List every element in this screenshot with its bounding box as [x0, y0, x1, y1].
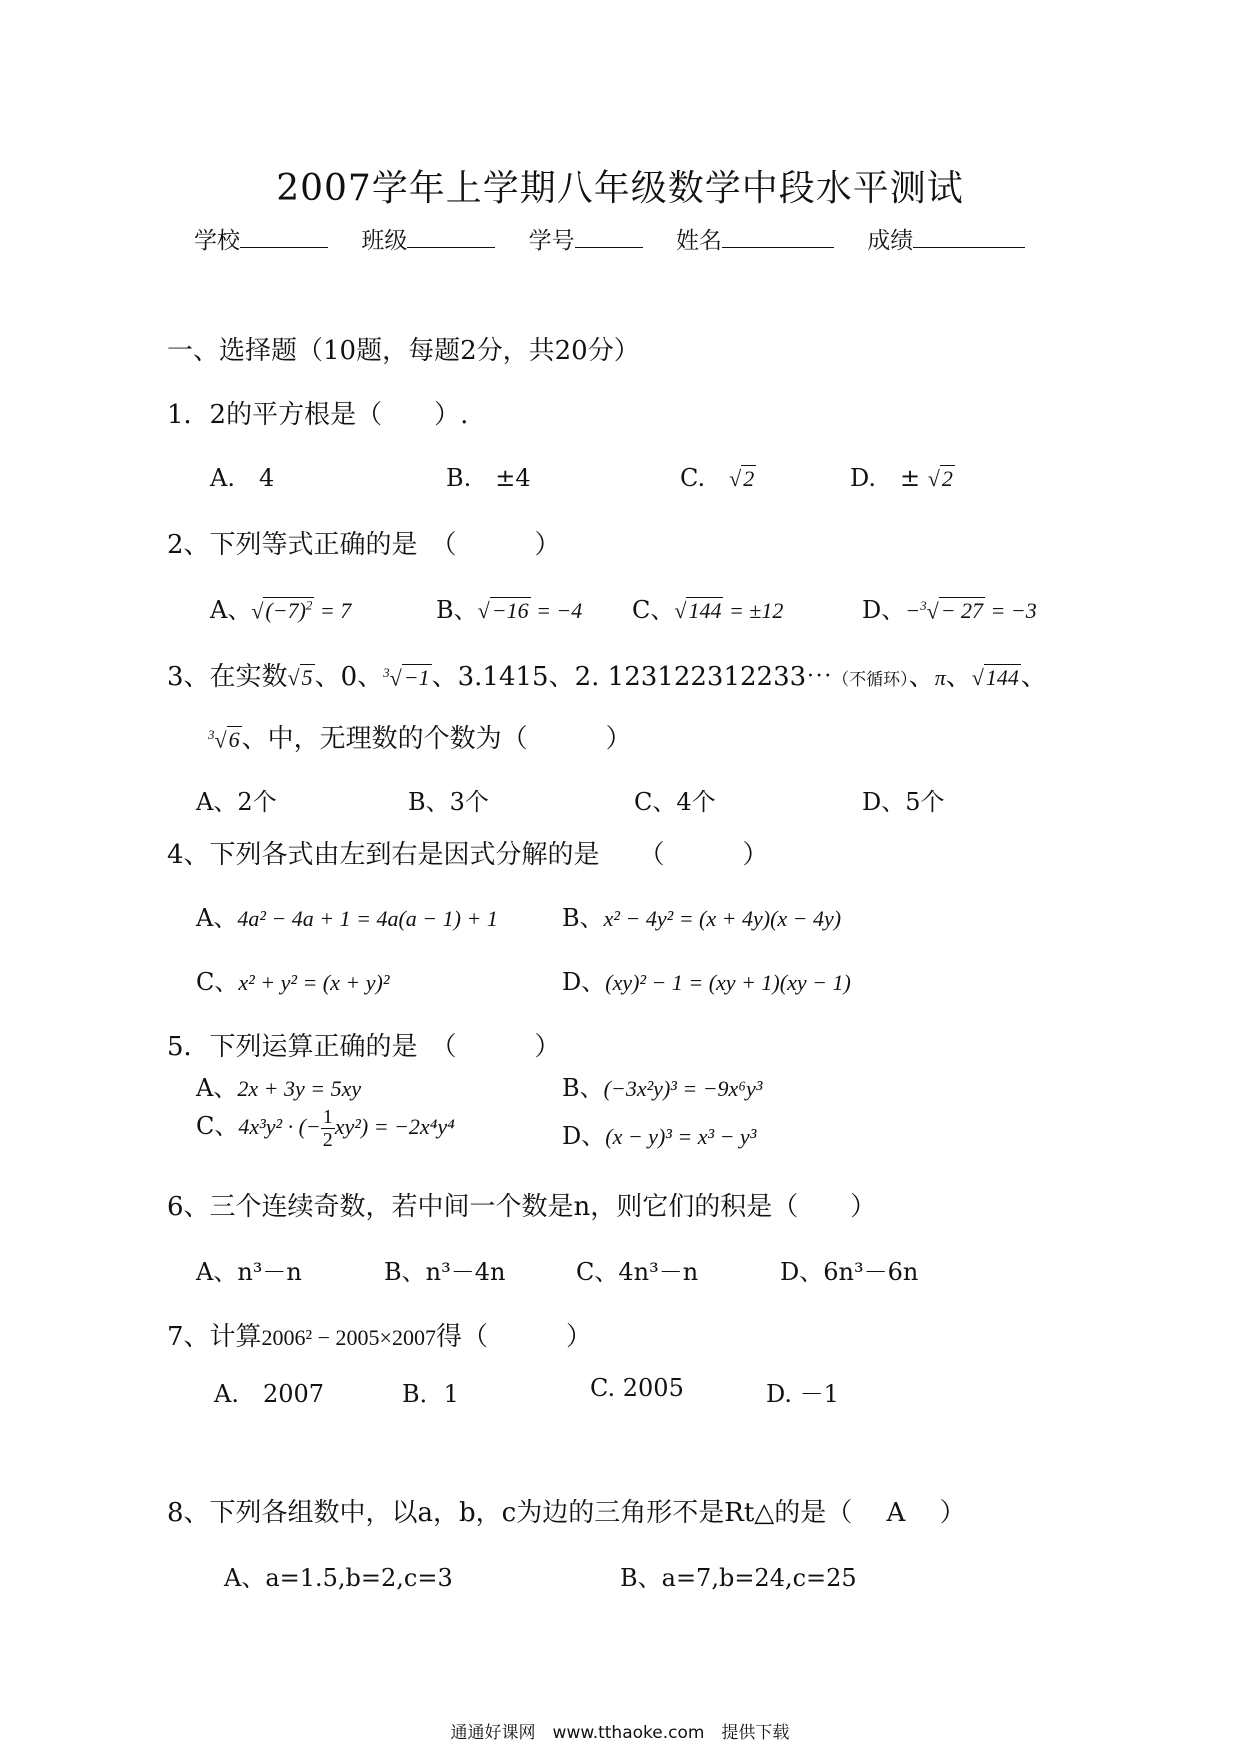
page-footer: 通通好课网 www.tthaoke.com 提供下载	[450, 1723, 790, 1743]
q4-option-d[interactable]: D、(xy)² − 1 = (xy + 1)(xy − 1)	[562, 968, 851, 996]
q6-option-c[interactable]: C、4n³－n	[576, 1258, 699, 1286]
q8-option-b[interactable]: B、a=7,b=24,c=25	[620, 1564, 857, 1592]
q2-option-d[interactable]: D、−$^3$√− 27 = −3	[862, 596, 1037, 624]
section-heading: 一、选择题（10题，每题2分，共20分）	[167, 336, 640, 366]
question-5-stem: 5．下列运算正确的是 （ ）	[167, 1032, 561, 1062]
q5-option-c[interactable]: C、4x³y² · (− $\frac{1}{2}$ xy²) = −2x⁴y⁴	[196, 1106, 455, 1152]
question-1-stem: 1．2的平方根是（ ）.	[167, 400, 469, 430]
q1-option-a[interactable]: A. 4	[210, 464, 275, 492]
q7-option-b[interactable]: B．1	[402, 1380, 459, 1408]
q2-option-c[interactable]: C、√144 = ±12	[632, 596, 784, 624]
q1-option-c[interactable]: C. √2	[680, 464, 755, 492]
q5-option-b[interactable]: B、(−3x²y)³ = −9x⁶y³	[562, 1074, 763, 1102]
q6-option-d[interactable]: D、6n³－6n	[780, 1258, 919, 1286]
question-3-stem: 3、在实数√5、0、$^3$√−1、3.1415、2. 123122312233⋯（不循环）、π、√144、	[167, 662, 1047, 692]
question-6-stem: 6、三个连续奇数，若中间一个数是n，则它们的积是（ ）	[167, 1192, 877, 1222]
question-8-stem: 8、下列各组数中，以a，b，c为边的三角形不是Rt△的是（ A ）	[167, 1498, 966, 1528]
q2-option-b[interactable]: B、√−16 = −4	[436, 596, 583, 624]
q6-option-a[interactable]: A、n³－n	[196, 1258, 302, 1286]
q3-option-d[interactable]: D、5个	[862, 788, 945, 816]
sqrt-expression: √2	[729, 466, 755, 491]
q4-option-c[interactable]: C、x² + y² = (x + y)²	[196, 968, 390, 996]
q7-option-c[interactable]: C. 2005	[590, 1374, 684, 1402]
q7-option-a[interactable]: A. 2007	[214, 1380, 325, 1408]
q3-option-b[interactable]: B、3个	[408, 788, 489, 816]
q4-option-b[interactable]: B、x² − 4y² = (x + 4y)(x − 4y)	[562, 904, 842, 932]
student-no-field[interactable]: 学号	[529, 228, 643, 254]
question-7-stem: 7、计算2006² − 2005×2007得（ ）	[167, 1322, 592, 1352]
sqrt-expression: √2	[927, 466, 953, 491]
q2-option-a[interactable]: A、$√(-7)^2 = 7$	[210, 596, 352, 624]
school-field[interactable]: 学校	[194, 228, 328, 254]
q1-option-b[interactable]: B. ±4	[446, 464, 531, 492]
question-4-stem: 4、下列各式由左到右是因式分解的是 （ ）	[167, 840, 769, 870]
score-field[interactable]: 成绩	[867, 228, 1025, 254]
name-field[interactable]: 姓名	[676, 228, 834, 254]
q5-option-d[interactable]: D、(x − y)³ = x³ − y³	[562, 1122, 757, 1150]
q1-option-d[interactable]: D. ± √2	[850, 464, 953, 492]
question-2-stem: 2、下列等式正确的是 （ ）	[167, 530, 561, 560]
q6-option-b[interactable]: B、n³－4n	[384, 1258, 506, 1286]
student-info-fields	[194, 222, 1051, 255]
q7-option-d[interactable]: D. －1	[766, 1380, 839, 1408]
page-title: 2007学年上学期八年级数学中段水平测试	[276, 168, 964, 209]
question-3-stem-continued: $^3$√6、中，无理数的个数为（ ）	[208, 724, 632, 754]
q4-option-a[interactable]: A、4a² − 4a + 1 = 4a(a − 1) + 1	[196, 904, 498, 932]
q3-option-a[interactable]: A、2个	[196, 788, 277, 816]
q8-option-a[interactable]: A、a=1.5,b=2,c=3	[224, 1564, 453, 1592]
q3-option-c[interactable]: C、4个	[634, 788, 716, 816]
class-field[interactable]: 班级	[361, 228, 495, 254]
fraction: $\frac{1}{2}$	[322, 1106, 333, 1152]
q5-option-a[interactable]: A、2x + 3y = 5xy	[196, 1074, 362, 1102]
